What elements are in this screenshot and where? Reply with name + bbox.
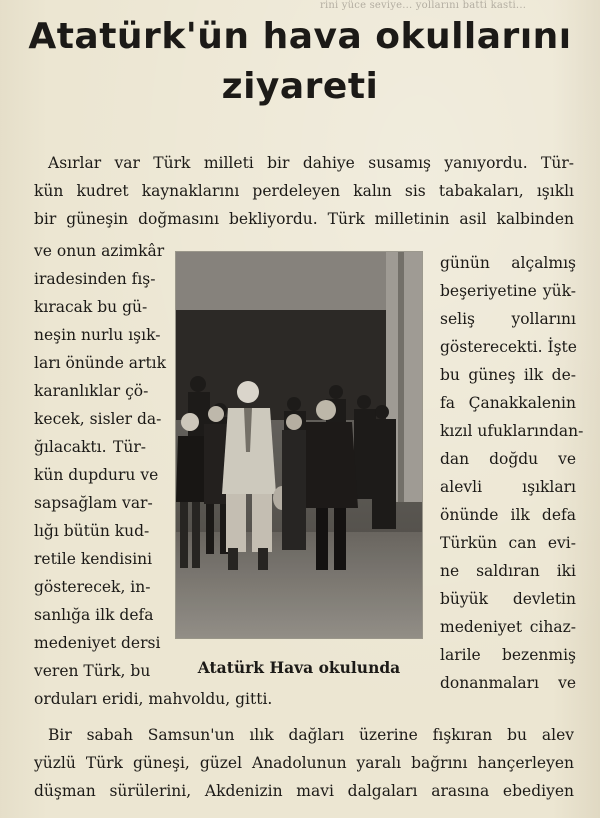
right-column-line: donanmaları ve	[440, 674, 576, 692]
photo-caption: Atatürk Hava okulunda	[197, 658, 401, 677]
paragraph-line: bir güneşin doğmasını bekliyordu. Türk milletinin asil kalbinden	[34, 210, 574, 228]
left-column-line: kıracak bu gü-	[34, 298, 148, 316]
right-column-line: ne saldıran iki	[440, 562, 576, 580]
right-column-line: önünde ilk defa	[440, 506, 576, 524]
paragraph-line: Asırlar var Türk milleti bir dahiye susamış yanıyordu. Tür-	[48, 154, 574, 172]
right-column-line: alevli ışıkları	[440, 478, 576, 496]
right-column-line: beşeriyetine yük-	[440, 282, 576, 300]
left-column-line: gösterecek, in-	[34, 578, 151, 596]
right-column-line: medeniyet cihaz-	[440, 618, 576, 636]
right-column-line: larile bezenmiş	[440, 646, 576, 664]
paragraph-line: Bir sabah Samsun'un ılık dağları üzerine fışkıran bu alev	[48, 726, 574, 744]
right-column-line: kızıl ufuklarından-	[440, 422, 584, 440]
left-column-line: ve onun azimkâr	[34, 242, 165, 260]
title-line-2: ziyareti	[221, 66, 379, 107]
right-column-line: dan doğdu ve	[440, 450, 576, 468]
left-column-line: kün dupduru ve	[34, 466, 159, 484]
right-column-line: günün alçalmış	[440, 254, 576, 272]
left-column-line: retile kendisini	[34, 550, 153, 568]
left-column-line: neşin nurlu ışık-	[34, 326, 161, 344]
right-column-line: gösterecekti. İşte	[440, 338, 577, 356]
right-column-line: bu güneş ilk de-	[440, 366, 576, 384]
title-line-1: Atatürk'ün hava okullarını	[28, 16, 572, 57]
right-column-line: büyük devletin	[440, 590, 576, 608]
left-column-line: iradesinden fış-	[34, 270, 156, 288]
left-column-line: ğılacaktı. Tür-	[34, 438, 146, 456]
left-column-line: veren Türk, bu	[34, 662, 151, 680]
paragraph-line: düşman sürülerini, Akdenizin mavi dalgaları arasına ebediyen	[34, 782, 574, 800]
paragraph-line: yüzlü Türk güneşi, güzel Anadolunun yaralı bağrını hançerleyen	[34, 754, 574, 772]
left-column-line: karanlıklar çö-	[34, 382, 149, 400]
paragraph-line: orduları eridi, mahvoldu, gitti.	[34, 690, 273, 708]
left-column-line: medeniyet dersi	[34, 634, 161, 652]
left-column-line: kecek, sisler da-	[34, 410, 162, 428]
photo-atatürk-at-air-school	[176, 252, 422, 638]
left-column-line: sanlığa ilk defa	[34, 606, 154, 624]
photo-illustration	[176, 252, 422, 638]
right-column-line: seliş yollarını	[440, 310, 576, 328]
left-column-line: sapsağlam var-	[34, 494, 153, 512]
left-column-line: lığı bütün kud-	[34, 522, 150, 540]
bleed-through-text: rini yüce seviye... yollarını batti kasti...	[320, 0, 527, 11]
right-column-line: Türkün can evi-	[440, 534, 576, 552]
right-column-line: fa Çanakkalenin	[440, 394, 576, 412]
paragraph-line: kün kudret kaynaklarını perdeleyen kalın sis tabakaları, ışıklı	[34, 182, 574, 200]
left-column-line: ları önünde artık	[34, 354, 167, 372]
